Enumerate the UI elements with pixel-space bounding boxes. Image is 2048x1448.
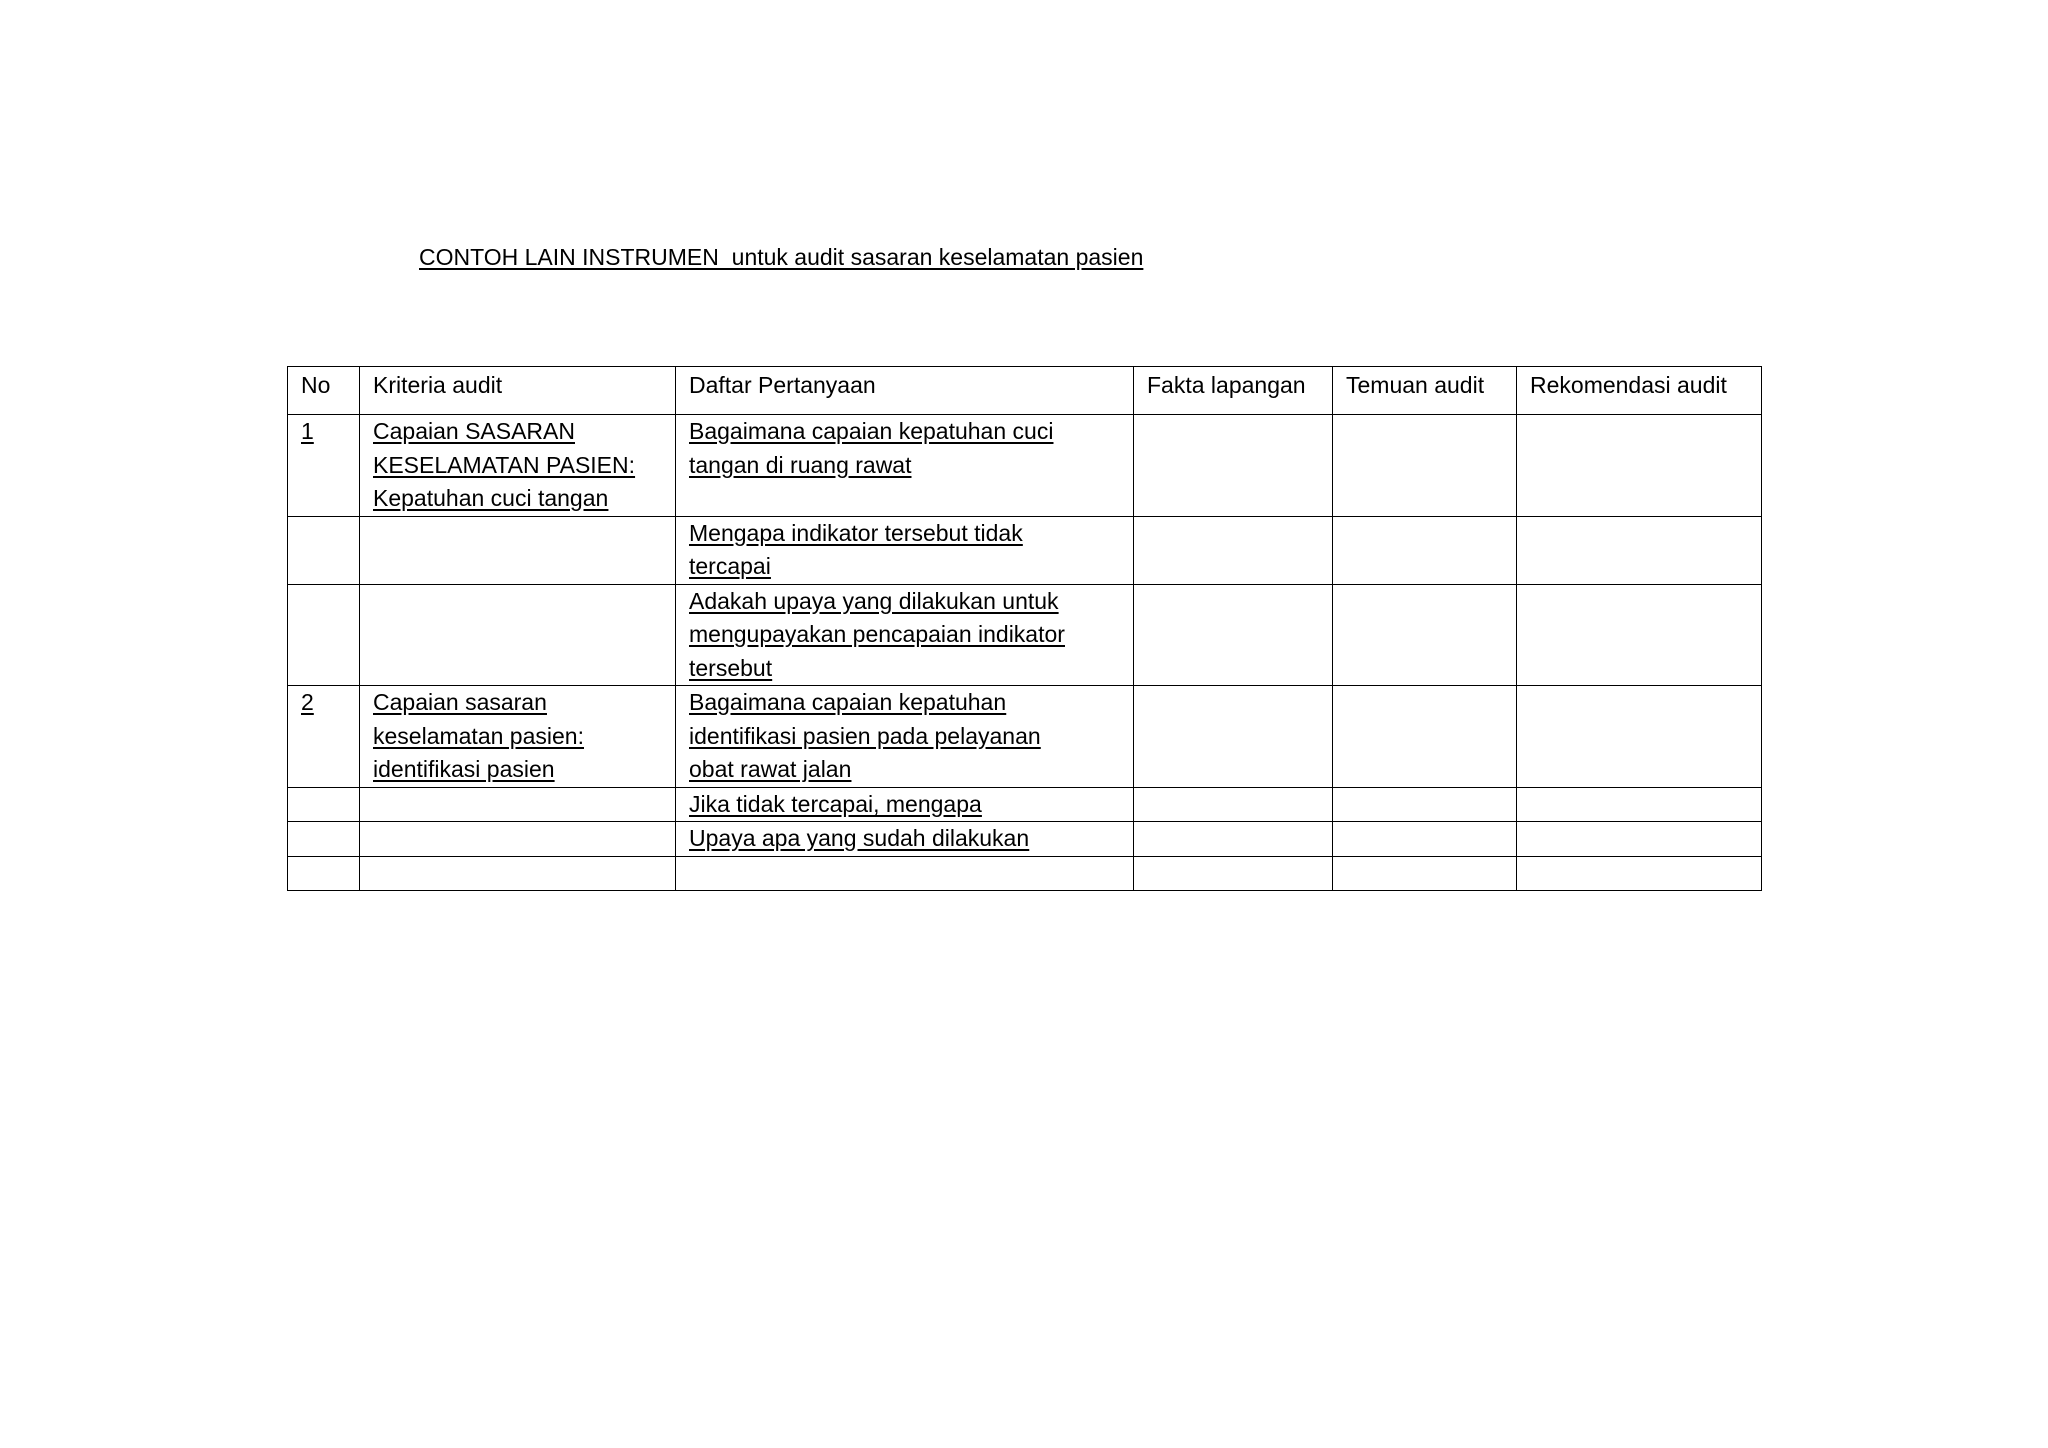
cell-daftar-pertanyaan-line: tersebut [689, 654, 773, 681]
cell-kriteria-audit [360, 856, 676, 890]
cell-daftar-pertanyaan-line: tangan di ruang rawat [689, 451, 912, 478]
table-row [288, 686, 1762, 788]
cell-daftar-pertanyaan-line: tercapai [689, 553, 771, 579]
cell-rekomendasi-audit [1517, 856, 1762, 890]
cell-fakta-lapangan [1134, 584, 1333, 686]
table-row [288, 415, 1762, 517]
cell-daftar-pertanyaan-line: mengupayakan pencapaian indikator [689, 621, 1065, 647]
cell-kriteria-audit-line: Kepatuhan cuci tangan [373, 485, 609, 511]
cell-daftar-pertanyaan-line: Bagaimana capaian kepatuhan cuci [689, 418, 1054, 444]
cell-daftar-pertanyaan [676, 787, 1134, 822]
cell-no-text: 1 [301, 418, 314, 444]
cell-rekomendasi-audit [1517, 516, 1762, 584]
cell-daftar-pertanyaan [676, 415, 1134, 517]
cell-kriteria-audit [360, 686, 676, 788]
cell-fakta-lapangan [1134, 686, 1333, 788]
cell-no [288, 516, 360, 584]
cell-daftar-pertanyaan [676, 584, 1134, 686]
header-row [288, 367, 1762, 415]
audit-instrument-table [287, 366, 1762, 891]
table-body [288, 415, 1762, 891]
cell-kriteria-audit [360, 787, 676, 822]
cell-kriteria-audit [360, 822, 676, 857]
cell-no [288, 787, 360, 822]
cell-temuan-audit [1333, 686, 1517, 788]
table-row [288, 856, 1762, 890]
cell-temuan-audit [1333, 787, 1517, 822]
cell-rekomendasi-audit [1517, 787, 1762, 822]
cell-fakta-lapangan [1134, 516, 1333, 584]
header-fakta-lapangan: Fakta lapangan [1134, 367, 1333, 415]
cell-temuan-audit [1333, 856, 1517, 890]
header-no: No [288, 367, 360, 415]
header-daftar-pertanyaan: Daftar Pertanyaan [676, 367, 1134, 415]
cell-daftar-pertanyaan-line: Mengapa indikator tersebut tidak [689, 519, 1023, 546]
cell-daftar-pertanyaan [676, 856, 1134, 890]
cell-no [288, 686, 360, 788]
table-row [288, 822, 1762, 857]
cell-daftar-pertanyaan-line: Upaya apa yang sudah dilakukan [689, 825, 1030, 851]
cell-rekomendasi-audit [1517, 415, 1762, 517]
cell-kriteria-audit-line: KESELAMATAN PASIEN: [373, 451, 636, 478]
cell-fakta-lapangan [1134, 787, 1333, 822]
cell-kriteria-audit [360, 415, 676, 517]
cell-no [288, 415, 360, 517]
cell-daftar-pertanyaan-line: Jika tidak tercapai, mengapa [689, 790, 982, 817]
cell-fakta-lapangan [1134, 822, 1333, 857]
cell-temuan-audit [1333, 415, 1517, 517]
page-title: CONTOH LAIN INSTRUMEN untuk audit sasaran keselamatan pasien [419, 244, 1144, 270]
cell-kriteria-audit [360, 584, 676, 686]
cell-no [288, 856, 360, 890]
cell-kriteria-audit [360, 516, 676, 584]
header-rekomendasi-audit: Rekomendasi audit [1517, 367, 1762, 415]
cell-daftar-pertanyaan-line: Bagaimana capaian kepatuhan [689, 689, 1007, 715]
cell-daftar-pertanyaan [676, 516, 1134, 584]
cell-temuan-audit [1333, 516, 1517, 584]
cell-daftar-pertanyaan-line: Adakah upaya yang dilakukan untuk [689, 587, 1059, 614]
cell-kriteria-audit-line: Capaian SASARAN [373, 418, 575, 444]
cell-temuan-audit [1333, 822, 1517, 857]
cell-daftar-pertanyaan-line: identifikasi pasien pada pelayanan [689, 722, 1041, 749]
cell-kriteria-audit-line: identifikasi pasien [373, 756, 555, 782]
table-row [288, 584, 1762, 686]
cell-no [288, 822, 360, 857]
cell-rekomendasi-audit [1517, 584, 1762, 686]
cell-fakta-lapangan [1134, 415, 1333, 517]
header-temuan-audit: Temuan audit [1333, 367, 1517, 415]
cell-fakta-lapangan [1134, 856, 1333, 890]
cell-rekomendasi-audit [1517, 822, 1762, 857]
table-row [288, 787, 1762, 822]
cell-daftar-pertanyaan [676, 686, 1134, 788]
cell-temuan-audit [1333, 584, 1517, 686]
table-row [288, 516, 1762, 584]
cell-daftar-pertanyaan [676, 822, 1134, 857]
cell-rekomendasi-audit [1517, 686, 1762, 788]
cell-no-text: 2 [301, 689, 314, 715]
cell-no [288, 584, 360, 686]
cell-kriteria-audit-line: Capaian sasaran [373, 689, 547, 715]
cell-daftar-pertanyaan-line: obat rawat jalan [689, 756, 852, 782]
header-kriteria-audit: Kriteria audit [360, 367, 676, 415]
cell-kriteria-audit-line: keselamatan pasien: [373, 722, 584, 749]
table-header [288, 367, 1762, 415]
